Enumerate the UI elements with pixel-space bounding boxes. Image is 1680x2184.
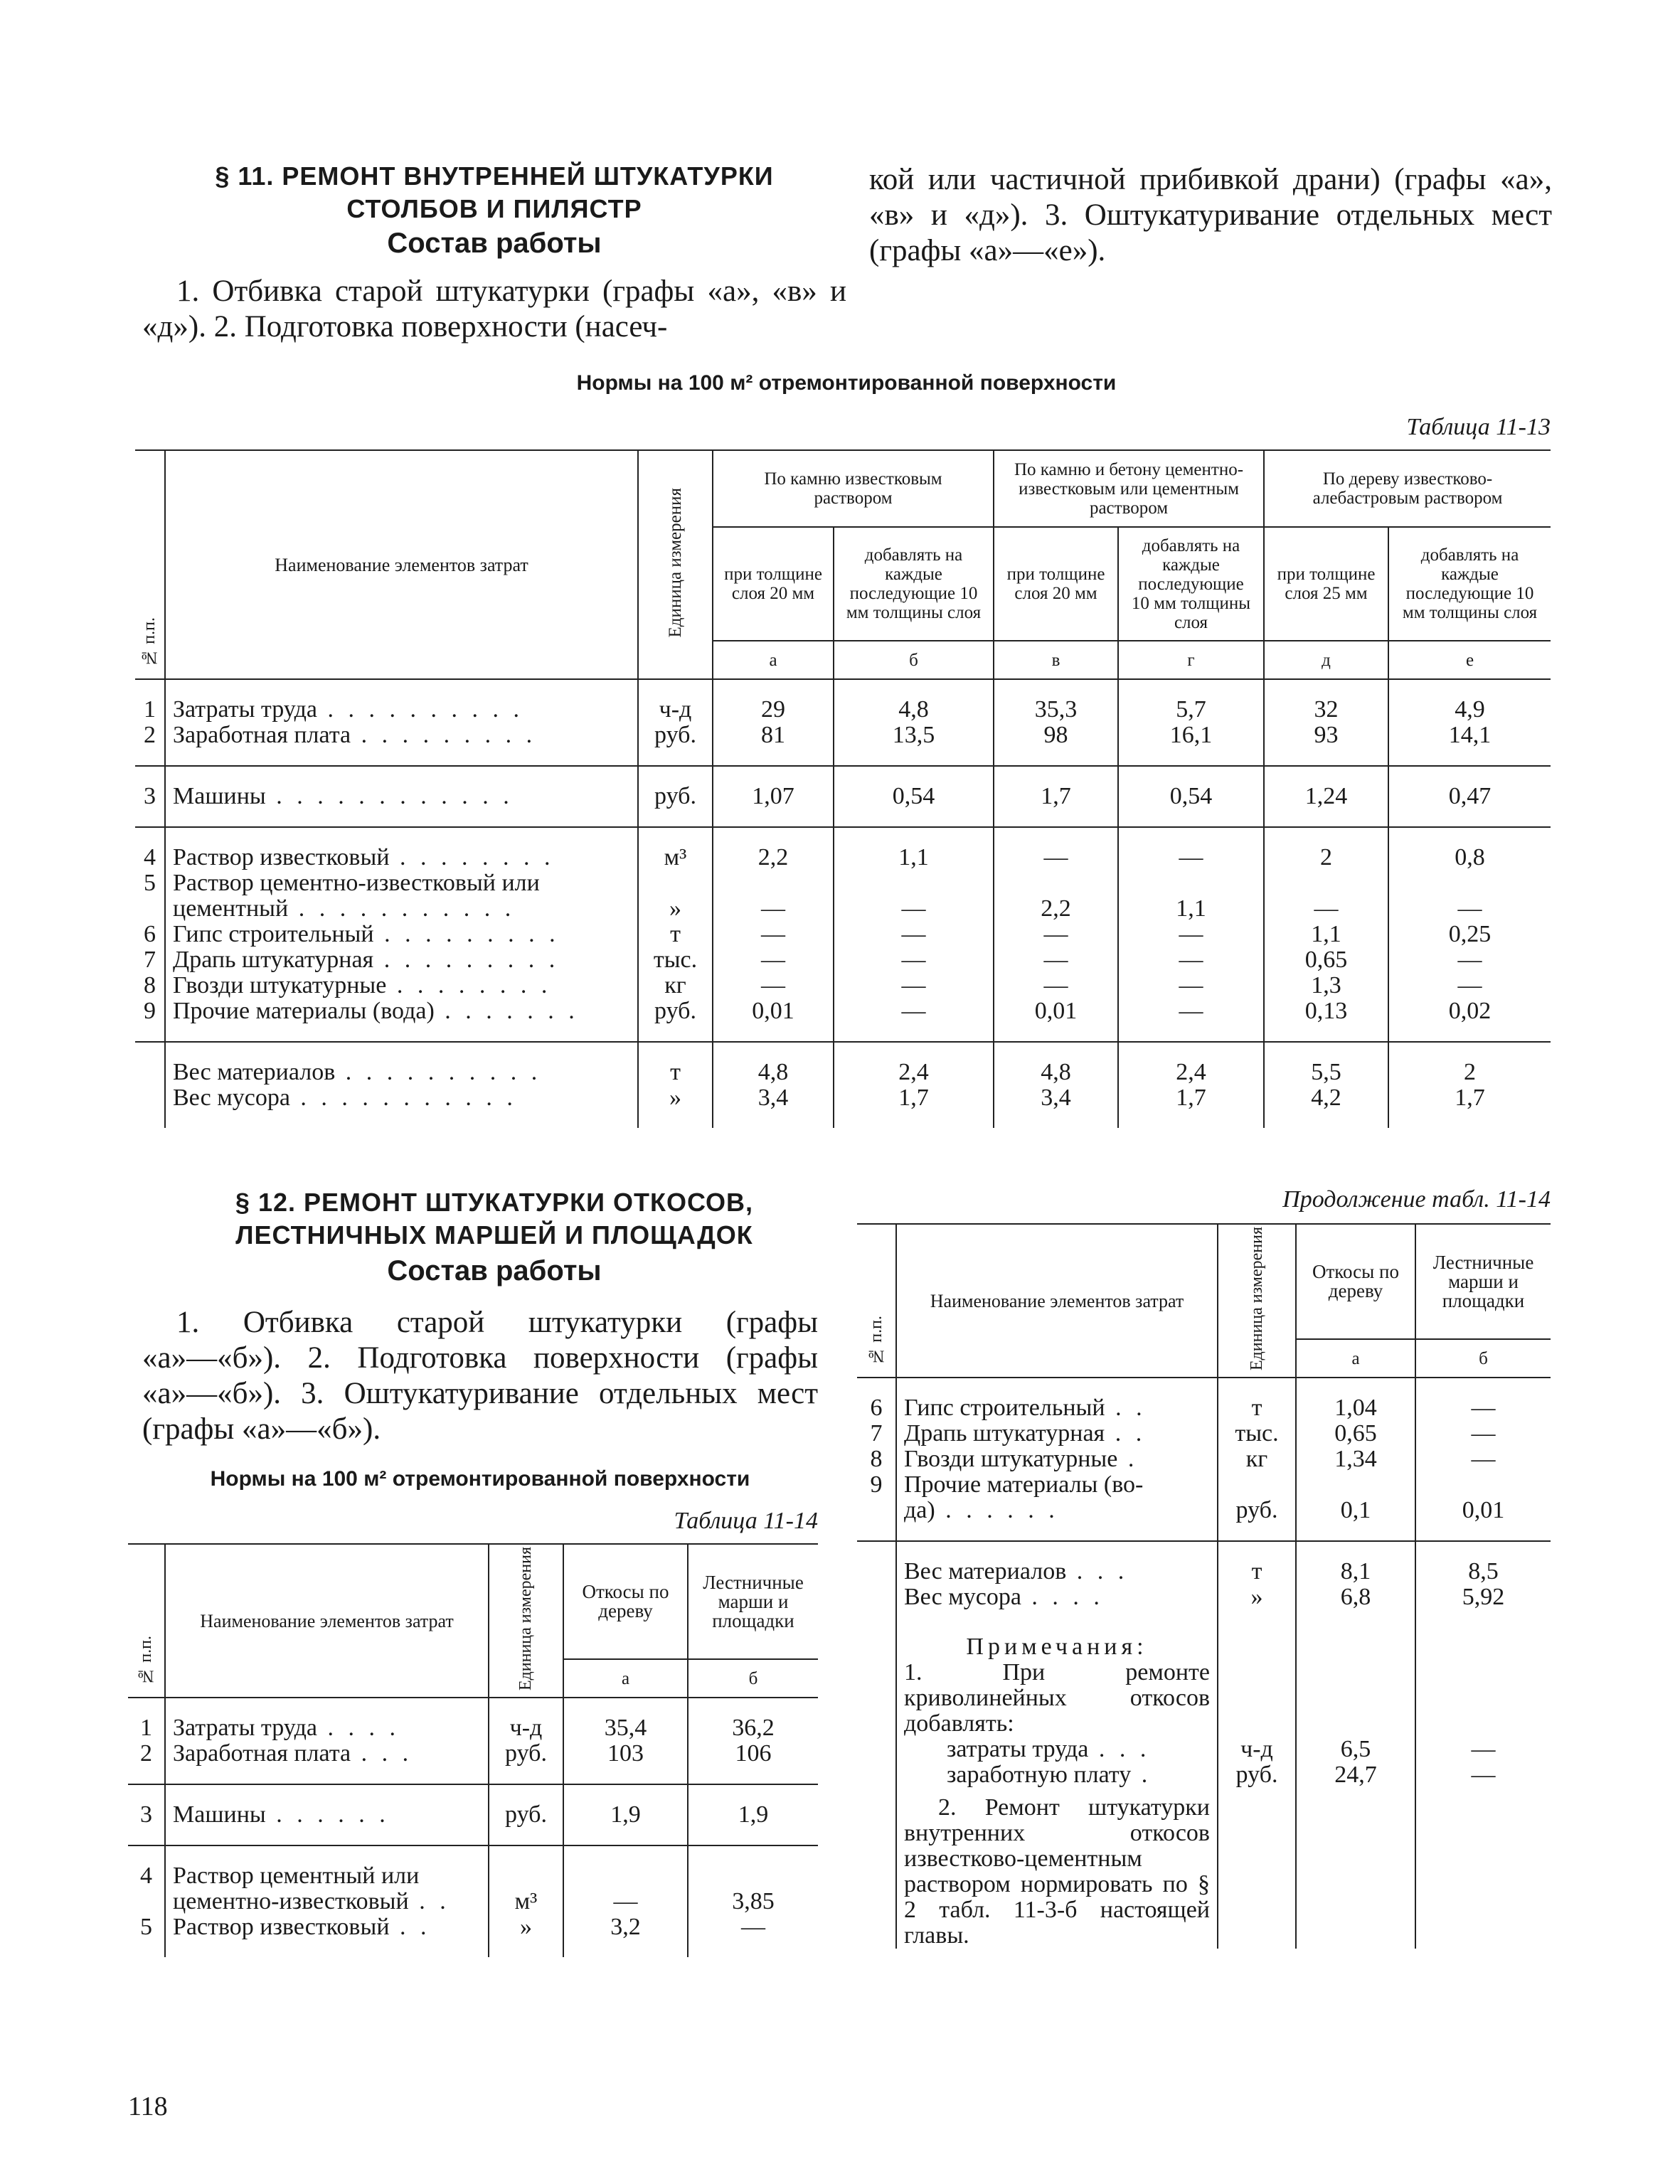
cell-value: 1,07 <box>713 784 834 809</box>
row-number: 7 <box>870 1420 883 1447</box>
cell-value: — <box>834 922 994 947</box>
row-unit: т <box>638 922 713 947</box>
row-unit: т <box>638 1060 713 1085</box>
row-name: Прочие материалы (во- <box>904 1472 1144 1498</box>
table-11-14-caption: Таблица 11-14 <box>674 1508 818 1534</box>
header-sub-a: при толщине слоя 20 мм <box>713 527 834 641</box>
cell-value: 4,9 <box>1388 697 1551 723</box>
col-letter: б <box>688 1659 818 1698</box>
cell-value: — <box>1415 1447 1551 1472</box>
table-row: 6 Гипс строительный . . т 1,04 — <box>857 1395 1551 1421</box>
cell-value: 14,1 <box>1388 723 1551 748</box>
header-sub-g: добавлять на каждые последующие 10 мм толщины слоя <box>1118 527 1264 641</box>
table-row: Вес материалов . . . . . . . . . . т 4,8 2,4 4,8 2,4 5,5 2 <box>135 1060 1551 1085</box>
row-unit: руб. <box>638 723 713 748</box>
header-sub-d: при толщине слоя 25 мм <box>1264 527 1388 641</box>
row-number <box>857 1559 896 1584</box>
row-name: Вес мусора <box>173 1085 290 1111</box>
row-number: 3 <box>144 783 156 809</box>
cell-value: 4,8 <box>994 1060 1118 1085</box>
header-num: № п.п. <box>140 617 159 667</box>
row-unit: руб. <box>638 784 713 809</box>
section-11-title: § 11. РЕМОНТ ВНУТРЕННЕЙ ШТУКАТУРКИ СТОЛБОВ И ПИЛЯСТР <box>215 161 774 223</box>
row-unit: м³ <box>489 1889 563 1914</box>
row-unit: кг <box>638 973 713 998</box>
table-row: 1 Затраты труда . . . . . . . . . . ч-д 29 4,8 35,3 5,7 32 4,9 <box>135 697 1551 723</box>
cell-value: — <box>713 922 834 947</box>
table-row: 9 Прочие материалы (вода) . . . . . . . руб. 0,01 — 0,01 — 0,13 0,02 <box>135 998 1551 1024</box>
cell-value: 0,54 <box>1118 784 1264 809</box>
cell-value: 4,2 <box>1264 1085 1388 1111</box>
cell-value <box>713 870 834 896</box>
table-row: Вес мусора . . . . » 6,8 5,92 <box>857 1584 1551 1610</box>
notes-title: Примечания: <box>966 1634 1148 1660</box>
cell-value: 5,7 <box>1118 697 1264 723</box>
cell-value: — <box>1415 1395 1551 1421</box>
row-unit: ч-д <box>489 1715 563 1741</box>
row-unit: » <box>1218 1584 1296 1610</box>
header-num: № п.п. <box>137 1636 155 1685</box>
cell-b: — <box>1415 1737 1551 1762</box>
table-row: 3 Машины . . . . . . . . . . . . руб. 1,07 0,54 1,7 0,54 1,24 0,47 <box>135 784 1551 809</box>
cell-value: 2,4 <box>834 1060 994 1085</box>
row-unit: кг <box>1218 1447 1296 1472</box>
cell-value: — <box>994 845 1118 870</box>
section-11-subtitle: Состав работы <box>387 228 602 259</box>
cell-value: 3,4 <box>713 1085 834 1111</box>
cell-value: — <box>563 1889 688 1914</box>
cell-value: 103 <box>563 1741 688 1767</box>
cell-value: 1,1 <box>1118 896 1264 922</box>
row-name: Гипс строительный <box>173 922 374 947</box>
cell-value: 35,3 <box>994 697 1118 723</box>
row-name: Гвозди штукатурные <box>173 973 387 998</box>
col-letter: б <box>834 641 994 679</box>
table-row: да) . . . . . . руб. 0,1 0,01 <box>857 1498 1551 1523</box>
row-number <box>135 1085 165 1111</box>
cell-value: 98 <box>994 723 1118 748</box>
cell-value: 0,8 <box>1388 845 1551 870</box>
row-unit: руб. <box>489 1741 563 1767</box>
row-number: 6 <box>870 1395 883 1421</box>
col-letter: а <box>563 1659 688 1698</box>
cell-value <box>1415 1472 1551 1498</box>
cell-value: 5,5 <box>1264 1060 1388 1085</box>
cell-value: 1,04 <box>1296 1395 1415 1421</box>
row-number <box>857 1498 896 1523</box>
cell-value: 0,1 <box>1296 1498 1415 1523</box>
row-unit: руб. <box>489 1802 563 1828</box>
row-number <box>128 1889 165 1914</box>
table-11-14-continuation <box>857 1223 1551 1949</box>
cell-value <box>834 870 994 896</box>
cell-value: 1,34 <box>1296 1447 1415 1472</box>
cell-value: — <box>834 947 994 973</box>
cell-value: — <box>1388 973 1551 998</box>
cell-value: 8,5 <box>1415 1559 1551 1584</box>
cell-value: 0,01 <box>1415 1498 1551 1523</box>
cell-value: — <box>1388 947 1551 973</box>
table-11-13-norms-heading: Нормы на 100 м² отремонтированной поверхности <box>576 371 1117 395</box>
cell-value: 93 <box>1264 723 1388 748</box>
cell-value: 8,1 <box>1296 1559 1415 1584</box>
table-row: цементный . . . . . . . . . . . » — — 2,2 1,1 — — <box>135 896 1551 922</box>
row-unit: тыс. <box>1218 1421 1296 1447</box>
row-number: 5 <box>144 870 156 896</box>
row-unit <box>638 870 713 896</box>
note-row: заработную плату . руб. 24,7 — <box>857 1762 1551 1788</box>
cell-value: 1,9 <box>563 1802 688 1828</box>
row-name: Прочие материалы (вода) <box>173 998 435 1024</box>
cell-value: 2 <box>1264 845 1388 870</box>
row-unit <box>489 1863 563 1889</box>
row-name: Раствор цементный или <box>173 1863 420 1889</box>
row-name: да) <box>904 1498 935 1523</box>
cell-value: 0,65 <box>1264 947 1388 973</box>
row-unit: тыс. <box>638 947 713 973</box>
row-name: Гвозди штукатурные <box>904 1447 1118 1472</box>
cell-value: 29 <box>713 697 834 723</box>
row-name: заработную плату <box>947 1762 1132 1788</box>
row-number: 2 <box>144 722 156 748</box>
cell-value: 2,2 <box>713 845 834 870</box>
section-11-text-left: 1. Отбивка старой штукатурки (графы «а», «в» и «д»). 2. Подготовка поверхности (насеч- <box>142 275 846 343</box>
cell-value: 13,5 <box>834 723 994 748</box>
row-name: Драпь штукатурная <box>904 1421 1105 1447</box>
cell-value: 2,2 <box>994 896 1118 922</box>
note-2: 2. Ремонт штукатурки внутренних откосов известково-цементным раствором нормировать по § 2 табл. 11-3-б настоящей главы. <box>904 1794 1210 1949</box>
row-number: 1 <box>144 696 156 723</box>
header-num: № п.п. <box>866 1316 886 1365</box>
row-name: затраты труда <box>947 1737 1089 1762</box>
cell-value: 3,2 <box>563 1914 688 1940</box>
table-row: 7 Драпь штукатурная . . тыс. 0,65 — <box>857 1421 1551 1447</box>
cell-value: 81 <box>713 723 834 748</box>
row-number: 7 <box>144 947 156 973</box>
header-sub-b: добавлять на каждые последующие 10 мм толщины слоя <box>834 527 994 641</box>
cell-value: 6,8 <box>1296 1584 1415 1610</box>
row-name: Машины <box>173 784 266 809</box>
row-number: 8 <box>144 972 156 998</box>
cell-value: — <box>994 973 1118 998</box>
section-12-text: 1. Отбивка старой штукатурки (графы «а»—«б»). 2. Подготовка поверхности (графы «а»—«б»). 3. Оштукатуривание отдельных мест (графы «а»—«б»). <box>142 1306 818 1446</box>
row-number: 4 <box>144 844 156 870</box>
cell-value: 1,1 <box>834 845 994 870</box>
row-unit: м³ <box>638 845 713 870</box>
cell-a: 6,5 <box>1296 1737 1415 1762</box>
row-unit: т <box>1218 1395 1296 1421</box>
table-row: цементно-известковый . . м³ — 3,85 <box>128 1889 818 1914</box>
note-1: 1. При ремонте криволинейных откосов добавлять: <box>904 1659 1210 1737</box>
row-name: Вес материалов <box>173 1060 336 1085</box>
cell-value <box>563 1863 688 1889</box>
header-sub-v: при толщине слоя 20 мм <box>994 527 1118 641</box>
table-row: 6 Гипс строительный . . . . . . . . . т — — — — 1,1 0,25 <box>135 922 1551 947</box>
cell-value: 16,1 <box>1118 723 1264 748</box>
cell-value: 0,25 <box>1388 922 1551 947</box>
table-11-13 <box>135 449 1551 1128</box>
row-number: 5 <box>140 1914 152 1940</box>
row-unit: руб. <box>638 998 713 1024</box>
cell-value: 2 <box>1388 1060 1551 1085</box>
row-unit: руб. <box>1218 1498 1296 1523</box>
row-unit: » <box>489 1914 563 1940</box>
table-row: 2 Заработная плата . . . руб. 103 106 <box>128 1741 818 1767</box>
cell-value: 0,13 <box>1264 998 1388 1024</box>
cell-a: 24,7 <box>1296 1762 1415 1788</box>
cell-value: — <box>834 973 994 998</box>
row-number <box>135 896 165 922</box>
cell-value: — <box>1264 896 1388 922</box>
row-number: 9 <box>870 1471 883 1498</box>
col-letter: б <box>1415 1339 1551 1378</box>
cell-value: 2,4 <box>1118 1060 1264 1085</box>
row-name: цементно-известковый <box>173 1889 409 1914</box>
table-row <box>128 1863 818 1889</box>
header-group-1: По камню известковым раствором <box>713 450 994 527</box>
cell-value <box>1118 870 1264 896</box>
header-col-a: Откосы по дереву <box>1296 1224 1415 1339</box>
cell-value: 36,2 <box>688 1715 818 1741</box>
header-col-b: Лестничные марши и площадки <box>688 1544 818 1659</box>
section-12-title: § 12. РЕМОНТ ШТУКАТУРКИ ОТКОСОВ, ЛЕСТНИЧНЫХ МАРШЕЙ И ПЛОЩАДОК <box>235 1188 754 1250</box>
row-name: цементный <box>173 896 289 922</box>
cell-value: 1,24 <box>1264 784 1388 809</box>
cell-value <box>1296 1472 1415 1498</box>
cell-value: 3,4 <box>994 1085 1118 1111</box>
col-letter: в <box>994 641 1118 679</box>
table-11-13-caption: Таблица 11-13 <box>1406 414 1551 440</box>
cell-value: 0,02 <box>1388 998 1551 1024</box>
col-letter: е <box>1388 641 1551 679</box>
cell-value: 1,7 <box>1118 1085 1264 1111</box>
header-name: Наименование элементов затрат <box>896 1224 1218 1378</box>
note-row: затраты труда . . . ч-д 6,5 — <box>857 1737 1551 1762</box>
cell-value: 0,01 <box>713 998 834 1024</box>
table-row: Вес материалов . . . т 8,1 8,5 <box>857 1559 1551 1584</box>
header-unit: Единица измерения <box>666 487 685 638</box>
row-name: Заработная плата <box>173 1741 351 1767</box>
row-unit: руб. <box>1218 1762 1296 1788</box>
cell-value: — <box>713 973 834 998</box>
row-name: Вес материалов <box>904 1559 1067 1584</box>
row-number: 9 <box>144 998 156 1024</box>
cell-value: — <box>1415 1421 1551 1447</box>
row-number: 3 <box>140 1801 152 1828</box>
cell-value: 1,7 <box>1388 1085 1551 1111</box>
row-number <box>135 1060 165 1085</box>
cell-value: 1,7 <box>994 784 1118 809</box>
cell-value: — <box>834 998 994 1024</box>
cell-value: 4,8 <box>713 1060 834 1085</box>
cell-value: — <box>713 896 834 922</box>
cell-value <box>688 1863 818 1889</box>
cell-value: 1,1 <box>1264 922 1388 947</box>
row-name: Раствор известковый <box>173 845 390 870</box>
row-name: Затраты труда <box>173 1715 318 1741</box>
cell-value: — <box>994 947 1118 973</box>
section-11-text-right: кой или частичной прибивкой драни) (графы «а», «в» и «д»). 3. Оштукатуривание отдельных мест (графы «а»—«е»). <box>869 163 1552 267</box>
cell-value: 0,47 <box>1388 784 1551 809</box>
cell-value: — <box>994 922 1118 947</box>
table-row: 8 Гвозди штукатурные . . . . . . . . кг — — — — 1,3 — <box>135 973 1551 998</box>
cell-value: 106 <box>688 1741 818 1767</box>
cell-value: 4,8 <box>834 697 994 723</box>
row-name: Заработная плата <box>173 723 351 748</box>
row-number: 4 <box>140 1863 152 1889</box>
cell-value <box>1264 870 1388 896</box>
row-unit: » <box>638 896 713 922</box>
cell-value: — <box>688 1914 818 1940</box>
table-row: Вес мусора . . . . . . . . . . . » 3,4 1,7 3,4 1,7 4,2 1,7 <box>135 1085 1551 1111</box>
row-name: Драпь штукатурная <box>173 947 374 973</box>
row-unit: т <box>1218 1559 1296 1584</box>
table-row: 5 Раствор известковый . . » 3,2 — <box>128 1914 818 1940</box>
row-name: Раствор цементно-известковый или <box>173 870 540 896</box>
row-name: Раствор известковый <box>173 1914 390 1940</box>
cell-value: 1,7 <box>834 1085 994 1111</box>
cell-value: — <box>1118 922 1264 947</box>
row-name: Машины <box>173 1802 266 1828</box>
row-number: 8 <box>870 1446 883 1472</box>
col-letter: д <box>1264 641 1388 679</box>
cell-value: 0,01 <box>994 998 1118 1024</box>
row-number: 2 <box>140 1740 152 1767</box>
row-unit: ч-д <box>638 697 713 723</box>
row-number: 1 <box>140 1715 152 1741</box>
table-row: 1 Затраты труда . . . . ч-д 35,4 36,2 <box>128 1715 818 1741</box>
table-row: 8 Гвозди штукатурные . кг 1,34 — <box>857 1447 1551 1472</box>
cell-value: — <box>1118 998 1264 1024</box>
col-letter: г <box>1118 641 1264 679</box>
row-number: 6 <box>144 921 156 947</box>
cell-value: — <box>1118 973 1264 998</box>
header-col-b: Лестничные марши и площадки <box>1415 1224 1551 1339</box>
header-unit: Единица измерения <box>1247 1226 1266 1371</box>
cell-value: 1,9 <box>688 1802 818 1828</box>
table-row: 4 Раствор известковый . . . . . . . . м³ 2,2 1,1 — — 2 0,8 <box>135 845 1551 870</box>
table-11-14-continuation-caption: Продолжение табл. 11-14 <box>1282 1186 1551 1213</box>
table-11-14-norms-heading: Нормы на 100 м² отремонтированной поверхности <box>210 1467 750 1491</box>
cell-value: 0,54 <box>834 784 994 809</box>
section-12-subtitle: Состав работы <box>387 1255 602 1287</box>
header-name: Наименование элементов затрат <box>165 1544 489 1698</box>
cell-value: 1,3 <box>1264 973 1388 998</box>
cell-value: — <box>834 896 994 922</box>
header-unit: Единица измерения <box>516 1546 535 1691</box>
cell-value: 35,4 <box>563 1715 688 1741</box>
row-name: Затраты труда <box>173 697 318 723</box>
cell-value: — <box>713 947 834 973</box>
table-row: 2 Заработная плата . . . . . . . . . руб. 81 13,5 98 16,1 93 14,1 <box>135 723 1551 748</box>
table-row <box>135 870 1551 896</box>
header-group-3: По дереву известково-алебастровым раствором <box>1264 450 1551 527</box>
col-letter: а <box>713 641 834 679</box>
cell-value: 3,85 <box>688 1889 818 1914</box>
cell-value: — <box>1118 845 1264 870</box>
cell-value: — <box>1388 896 1551 922</box>
cell-value: 5,92 <box>1415 1584 1551 1610</box>
header-col-a: Откосы по дереву <box>563 1544 688 1659</box>
row-number <box>857 1584 896 1610</box>
row-name: Гипс строительный <box>904 1395 1105 1421</box>
cell-value <box>1388 870 1551 896</box>
cell-value: — <box>1118 947 1264 973</box>
page-number: 118 <box>128 2092 168 2121</box>
cell-b: — <box>1415 1762 1551 1788</box>
cell-value <box>994 870 1118 896</box>
header-sub-e: добавлять на каждые последующие 10 мм толщины слоя <box>1388 527 1551 641</box>
table-row: 7 Драпь штукатурная . . . . . . . . . тыс. — — — — 0,65 — <box>135 947 1551 973</box>
col-letter: а <box>1296 1339 1415 1378</box>
table-row <box>857 1472 1551 1498</box>
header-name: Наименование элементов затрат <box>165 450 638 679</box>
cell-value: 0,65 <box>1296 1421 1415 1447</box>
header-group-2: По камню и бетону цементно-известковым или цементным раствором <box>994 450 1264 527</box>
row-unit: ч-д <box>1218 1737 1296 1762</box>
table-row: 3 Машины . . . . . . руб. 1,9 1,9 <box>128 1802 818 1828</box>
row-unit <box>1218 1472 1296 1498</box>
row-unit: » <box>638 1085 713 1111</box>
cell-value: 32 <box>1264 697 1388 723</box>
table-11-14 <box>128 1543 818 1957</box>
row-name: Вес мусора <box>904 1584 1021 1610</box>
